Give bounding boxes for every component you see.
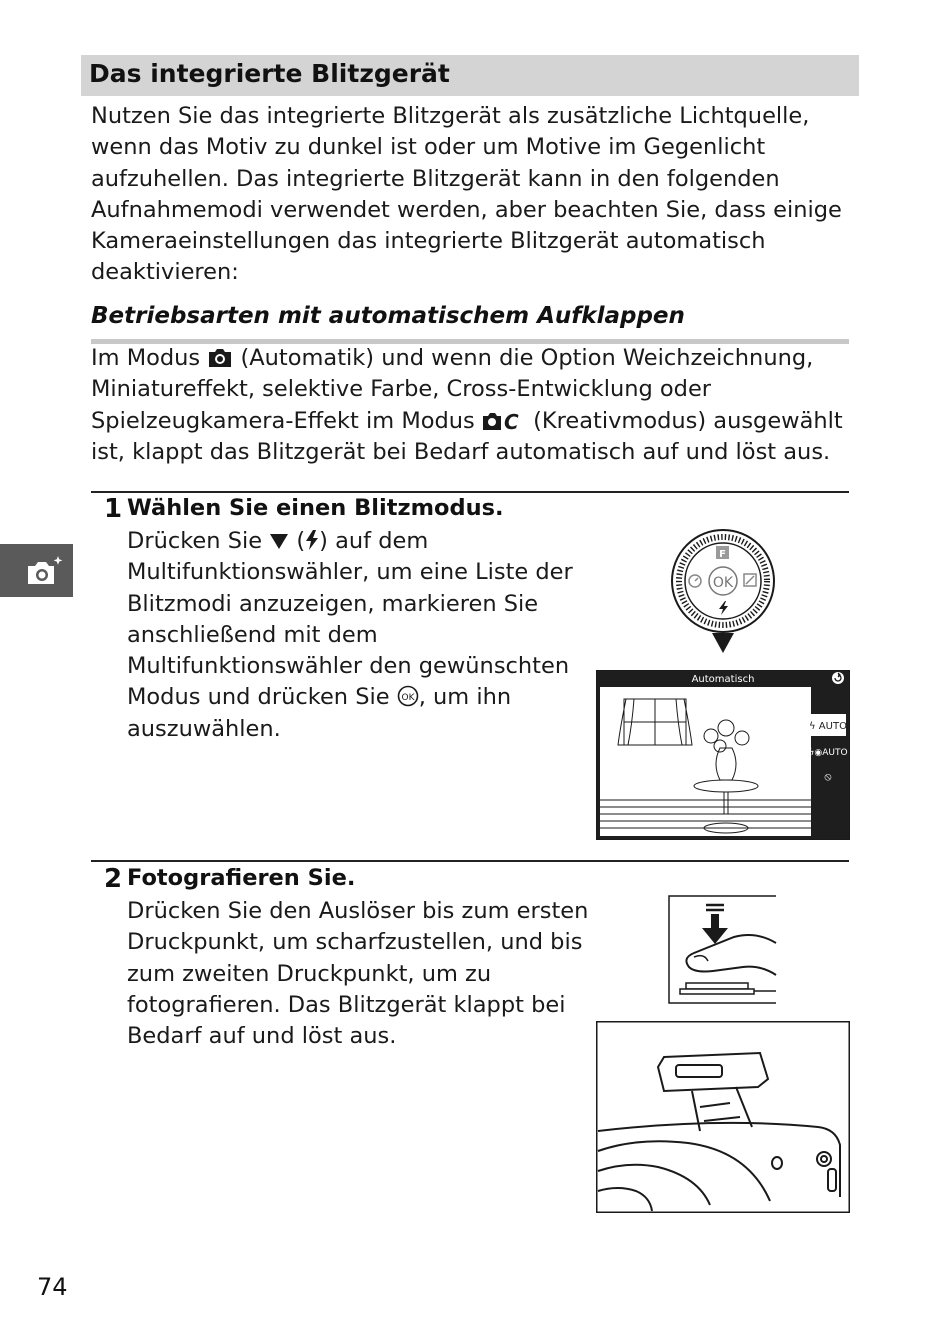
step-2-number: 2 — [104, 864, 123, 894]
text-run: Spielzeugkamera-Effekt im Modus — [91, 407, 482, 434]
subsection-line: Miniatureffekt, selektive Farbe, Cross-Entwicklung oder — [91, 376, 712, 403]
flash-mode-menu-screen — [596, 670, 850, 840]
screen-title: Automatisch — [691, 674, 755, 685]
step-1-line: Multifunktionswähler den gewünschten — [127, 653, 570, 680]
text-run: (Kreativmodus) ausgewählt — [525, 407, 843, 434]
step-2-rule — [91, 860, 849, 862]
intro-paragraph — [91, 101, 851, 289]
svg-text:C: C — [503, 409, 519, 431]
text-run: ( — [289, 528, 306, 554]
step-1-line: Blitzmodi anzuzeigen, markieren Sie — [127, 590, 539, 617]
step-1-title: Wählen Sie einen Blitzmodus. — [127, 495, 504, 521]
menu-item-red-eye-auto: ϟ◉AUTO — [808, 748, 848, 758]
step-1-line: auszuwählen. — [127, 715, 281, 742]
step-1-line — [127, 682, 573, 713]
text-run: ) auf dem — [319, 528, 429, 554]
step-2-line: Druckpunkt, um scharfzustellen, und bis — [127, 929, 583, 956]
menu-item-flash-off: ⦸ — [824, 770, 832, 783]
flash-icon — [305, 529, 319, 551]
chapter-side-tab — [0, 544, 73, 597]
step-1-number: 1 — [104, 494, 123, 524]
text-run: Modus und drücken Sie — [127, 684, 397, 711]
subsection-paragraph — [91, 343, 851, 468]
auto-mode-camera-icon — [207, 347, 233, 368]
svg-text:OK: OK — [401, 693, 415, 704]
shutter-press-illustration — [668, 895, 778, 1005]
intro-line: wenn das Motiv zu dunkel ist oder um Motive im Gegenlicht — [91, 134, 766, 161]
text-run: Im Modus — [91, 345, 208, 371]
step-2-line: zum zweiten Druckpunkt, um zu — [127, 960, 492, 987]
ok-button-icon — [397, 685, 419, 707]
subsection-line — [91, 406, 851, 437]
step-2-line: fotografieren. Das Blitzgerät klappt bei — [127, 991, 566, 1018]
step-1-body — [127, 526, 573, 745]
section-header — [81, 55, 859, 96]
section-title: Das integrierte Blitzgerät — [89, 59, 450, 88]
subsection-line: ist, klappt das Blitzgerät bei Bedarf automatisch auf und löst aus. — [91, 438, 831, 465]
creative-mode-icon — [482, 410, 526, 431]
text-run: Drücken Sie — [127, 528, 270, 554]
intro-line: Nutzen Sie das integrierte Blitzgerät als zusätzliche Lichtquelle, — [91, 103, 810, 129]
intro-line: deaktivieren: — [91, 259, 239, 286]
intro-line: Kameraeinstellungen das integrierte Blitzgerät automatisch — [91, 228, 766, 255]
dial-top-label: F — [719, 549, 726, 560]
subsection-title: Betriebsarten mit automatischem Aufklappen — [91, 303, 685, 329]
page-number: 74 — [37, 1273, 68, 1301]
menu-item-flash-auto: ϟ AUTO — [809, 721, 847, 732]
down-arrow-icon — [269, 531, 289, 551]
text-run: (Automatik) und wenn die Option Weichzeichnung, — [233, 345, 814, 371]
step-2-line: Bedarf auf und löst aus. — [127, 1023, 397, 1050]
step-1-line: anschließend mit dem — [127, 621, 378, 648]
intro-line: Aufnahmemodi verwendet werden, aber beachten Sie, dass einige — [91, 196, 842, 223]
camera-settings-icon — [24, 554, 64, 588]
step-1-line: Multifunktionswähler, um eine Liste der — [127, 559, 573, 586]
subsection-line — [91, 343, 851, 374]
camera-flash-popup-illustration — [596, 1021, 850, 1213]
intro-line: aufzuhellen. Das integrierte Blitzgerät kann in den folgenden — [91, 165, 780, 192]
step-1-line — [127, 526, 573, 557]
dial-ok-label: OK — [712, 575, 734, 591]
step-2-line: Drücken Sie den Auslöser bis zum ersten — [127, 898, 589, 924]
multi-selector-dial-illustration — [668, 528, 778, 656]
step-2-body — [127, 896, 588, 1052]
text-run: , um ihn — [418, 684, 512, 711]
step-2-title: Fotografieren Sie. — [127, 865, 356, 891]
step-1-rule — [91, 491, 849, 493]
